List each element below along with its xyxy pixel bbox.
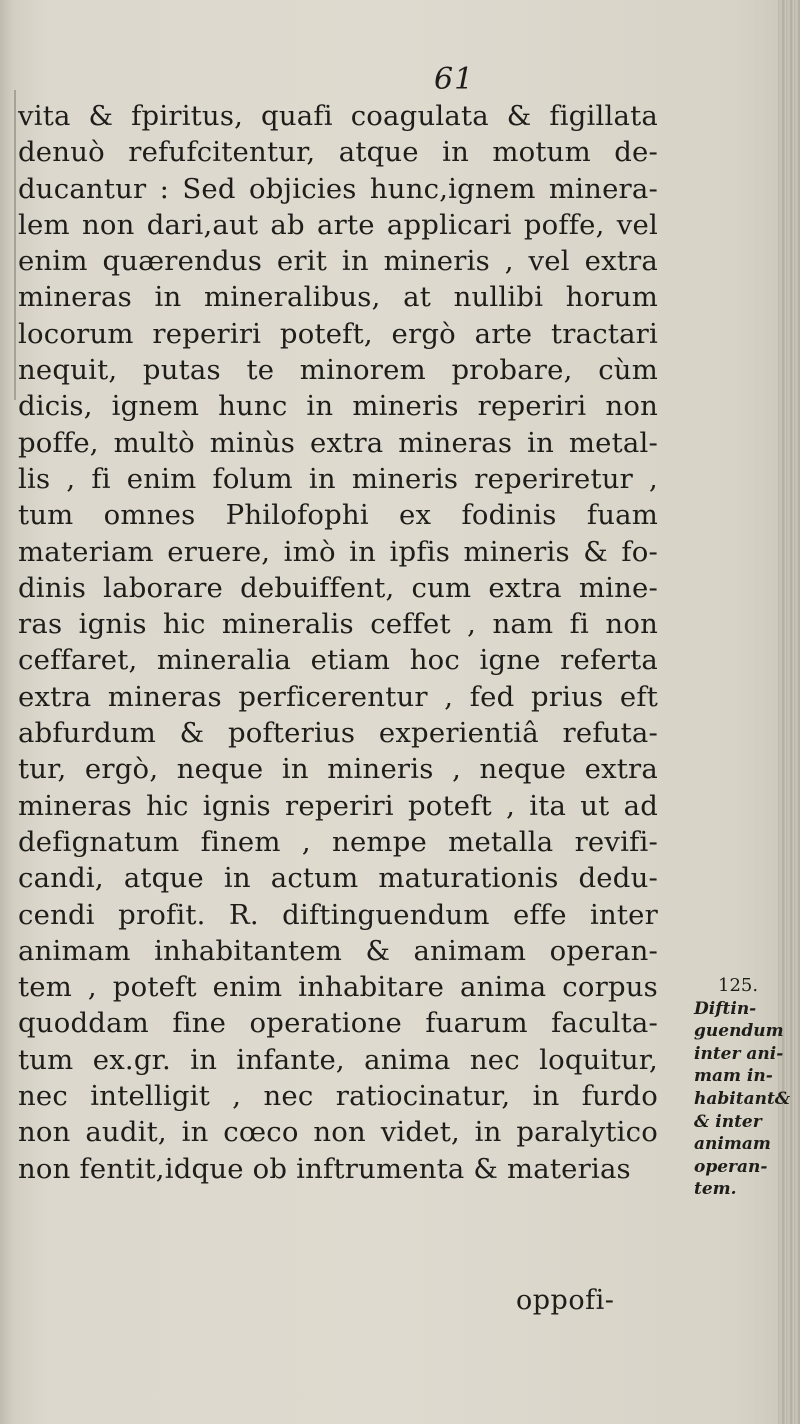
margin-note xyxy=(694,975,794,1201)
text-line: ducantur : Sed objicies hunc,ignem minera- xyxy=(18,172,658,205)
margin-note-line: animam xyxy=(694,1134,771,1155)
text-line: candi, atque in actum maturationis dedu- xyxy=(18,862,658,895)
body-text xyxy=(18,98,658,1187)
text-line: locorum reperiri poteft, ergò arte tractari xyxy=(18,317,658,350)
text-line: extra mineras perficerentur , fed prius eft xyxy=(18,680,658,713)
text-line: dinis laborare debuiffent, cum extra mine- xyxy=(18,571,658,604)
margin-note-line: operan- xyxy=(694,1156,768,1177)
page-left-edge xyxy=(0,0,14,1424)
text-line: quoddam fine operatione fuarum faculta- xyxy=(18,1007,658,1040)
margin-note-line: Diftin- xyxy=(694,998,757,1019)
text-line: dicis, ignem hunc in mineris reperiri non xyxy=(18,390,658,423)
text-line: tum omnes Philofophi ex fodinis fuam xyxy=(18,499,658,532)
text-line: mineras hic ignis reperiri poteft , ita ut ad xyxy=(18,789,658,822)
text-line: animam inhabitantem & animam operan- xyxy=(18,934,658,967)
text-line: nec intelligit , nec ratiocinatur, in furdo xyxy=(18,1080,658,1113)
text-line: tem , poteft enim inhabitare anima corpus xyxy=(18,971,658,1004)
page-right-edge xyxy=(778,0,800,1424)
margin-note-line: & inter xyxy=(694,1111,762,1132)
text-line: mineras in mineralibus, at nullibi horum xyxy=(18,281,658,314)
text-line: non audit, in cœco non videt, in paralytico xyxy=(18,1116,658,1149)
margin-note-line: habitant& xyxy=(694,1088,791,1109)
margin-note-line: tem. xyxy=(694,1179,737,1200)
text-line: defignatum finem , nempe metalla revifi- xyxy=(18,825,658,858)
text-line: ras ignis hic mineralis ceffet , nam fi non xyxy=(18,608,658,641)
text-line: enim quærendus erit in mineris , vel extra xyxy=(18,245,658,278)
text-line: vita & fpiritus, quafi coagulata & figillata xyxy=(18,100,658,132)
text-line: materiam eruere, imò in ipfis mineris & fo- xyxy=(18,535,658,568)
margin-note-line: mam in- xyxy=(694,1066,773,1087)
text-line: ceffaret, mineralia etiam hoc igne referta xyxy=(18,644,658,677)
left-margin-rule xyxy=(14,90,16,400)
margin-note-line: inter ani- xyxy=(694,1043,784,1064)
text-line: tur, ergò, neque in mineris , neque extra xyxy=(18,753,658,786)
page-number: 61 xyxy=(434,62,475,97)
text-line: cendi profit. R. diftinguendum effe inter xyxy=(18,898,658,931)
text-line: denuò refufcitentur, atque in motum de- xyxy=(18,136,658,169)
text-line: lem non dari,aut ab arte applicari poffe, vel xyxy=(18,208,658,241)
text-line: abfurdum & pofterius experientiâ refuta- xyxy=(18,717,658,750)
catchword: oppofi- xyxy=(516,1285,615,1316)
margin-note-line: guendum xyxy=(694,1021,784,1042)
text-line: nequit, putas te minorem probare, cùm xyxy=(18,354,658,387)
text-line: poffe, multò minùs extra mineras in metal- xyxy=(18,426,658,459)
text-line: lis , fi enim folum in mineris reperiretur , xyxy=(18,462,658,495)
text-line: non fentit,idque ob inftrumenta & materias xyxy=(18,1152,631,1185)
text-line: tum ex.gr. in infante, anima nec loquitur, xyxy=(18,1043,658,1076)
margin-note-number: 125. xyxy=(718,975,759,996)
